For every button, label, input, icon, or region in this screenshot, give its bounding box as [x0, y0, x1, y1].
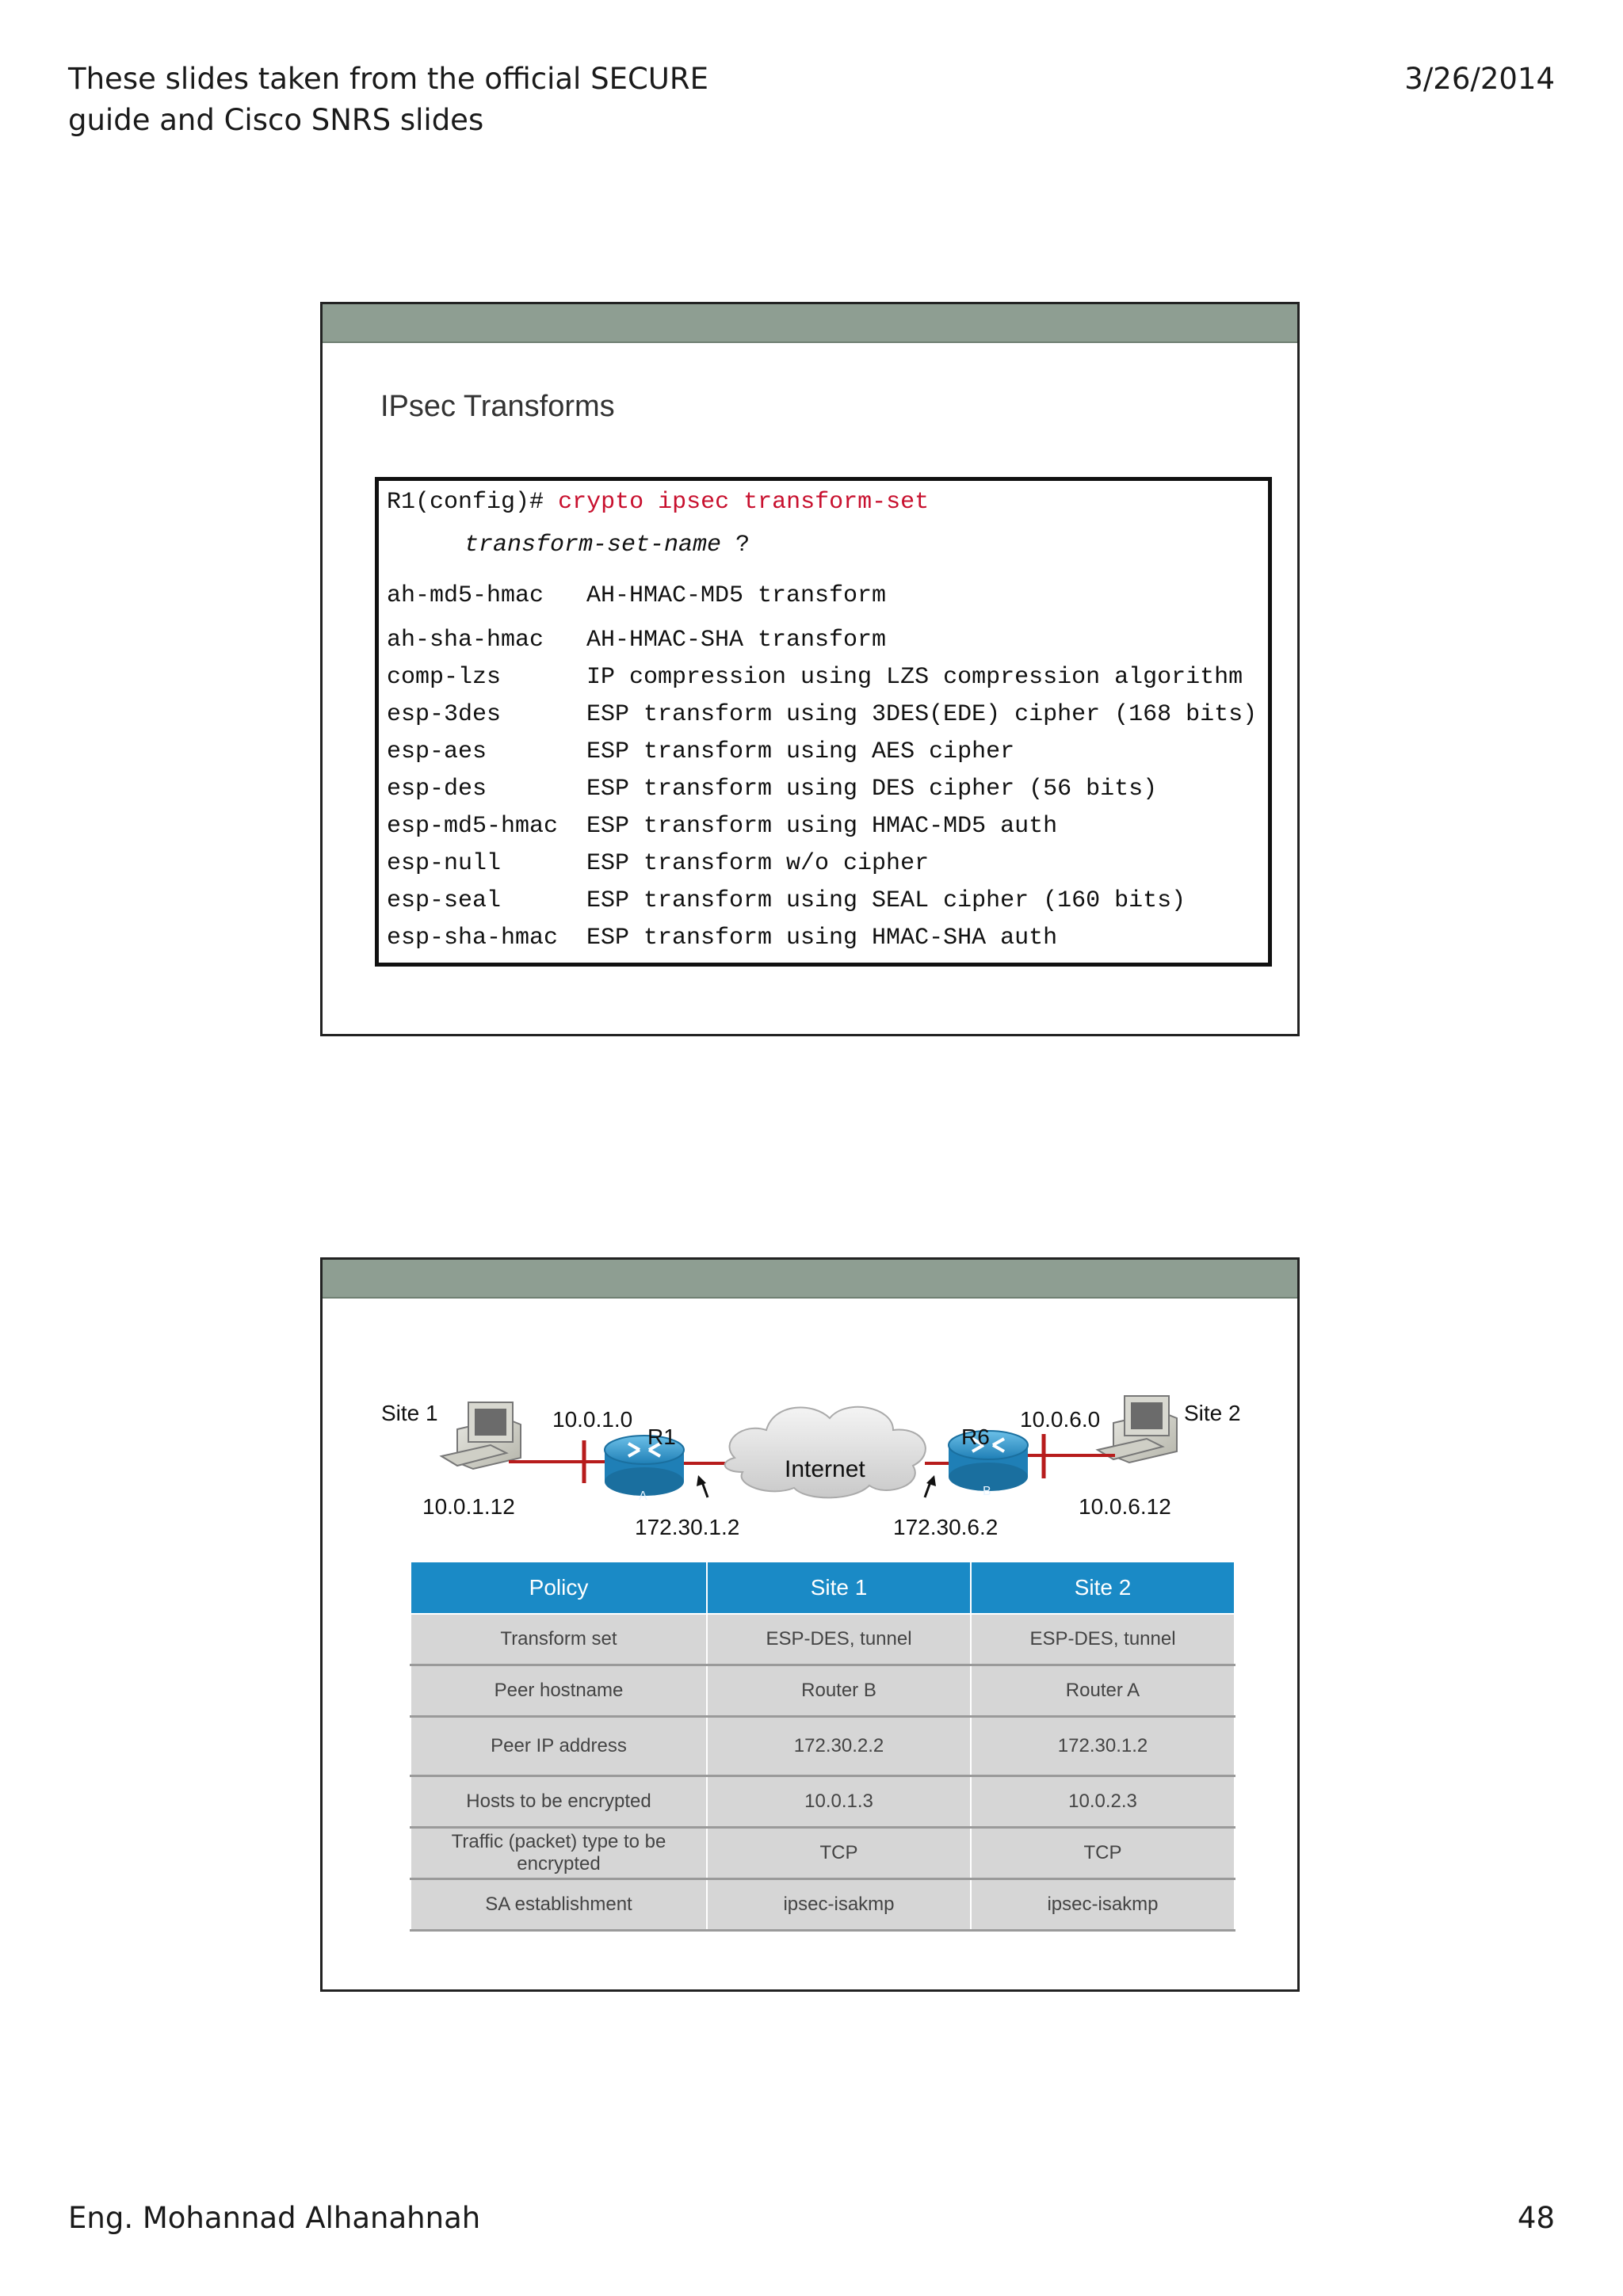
network-diagram: [323, 1260, 1302, 1577]
site1-cell: 172.30.2.2: [707, 1717, 971, 1776]
slide-network-policy: [320, 1257, 1300, 1992]
site2-label: Site 2: [1184, 1401, 1241, 1425]
slide-title: IPsec Transforms: [380, 390, 615, 423]
cli-option-description: ESP transform w/o cipher: [586, 850, 930, 877]
policy-cell: SA establishment: [411, 1879, 707, 1931]
site2-lan-link: [1028, 1434, 1115, 1478]
cli-option-description: IP compression using LZS compression algorithm: [586, 664, 1243, 691]
cli-option-description: AH-HMAC-SHA transform: [586, 627, 887, 654]
policy-cell: Peer IP address: [411, 1717, 707, 1776]
policy-cell: Peer hostname: [411, 1665, 707, 1717]
site2-network-label: 10.0.6.0: [1020, 1407, 1101, 1432]
site1-cell: ESP-DES, tunnel: [707, 1614, 971, 1665]
cli-option-name: esp-sha-hmac: [387, 925, 559, 952]
site1-cell: Router B: [707, 1665, 971, 1717]
header-site2: Site 2: [971, 1562, 1235, 1614]
site2-cell: ipsec-isakmp: [971, 1879, 1235, 1931]
cli-output-box: [375, 477, 1272, 967]
cli-option-description: ESP transform using DES cipher (56 bits): [586, 776, 1158, 803]
site1-pc-icon: [441, 1402, 521, 1469]
site2-cell: TCP: [971, 1828, 1235, 1879]
site1-cell: ipsec-isakmp: [707, 1879, 971, 1931]
site1-network-label: 10.0.1.0: [552, 1407, 633, 1432]
internet-label: Internet: [785, 1456, 865, 1482]
table-row: [411, 1776, 1235, 1828]
policy-cell: Transform set: [411, 1614, 707, 1665]
table-row: [411, 1879, 1235, 1931]
site2-cell: Router A: [971, 1665, 1235, 1717]
r1-wan-ip-label: 172.30.1.2: [635, 1515, 740, 1539]
cli-command-line: [387, 489, 929, 516]
header-site1: Site 1: [707, 1562, 971, 1614]
table-row: [411, 1828, 1235, 1879]
site1-host-label: 10.0.1.12: [422, 1494, 515, 1519]
router-b-letter: B: [983, 1485, 991, 1498]
r6-interface-arrow: [925, 1475, 936, 1497]
site1-cell: TCP: [707, 1828, 971, 1879]
r1-interface-arrow: [697, 1475, 708, 1497]
cli-option-name: esp-aes: [387, 738, 487, 765]
ipsec-policy-table: [410, 1561, 1235, 1932]
cli-prompt: R1(config)#: [387, 489, 544, 516]
cli-option-description: ESP transform using SEAL cipher (160 bits): [586, 887, 1186, 914]
page-number: 48: [1517, 2201, 1555, 2235]
table-row: [411, 1614, 1235, 1665]
router-r1-label: R1: [647, 1425, 676, 1449]
cli-option-description: ESP transform using 3DES(EDE) cipher (168 bits): [586, 701, 1258, 728]
router-a-letter: A: [639, 1489, 647, 1503]
cli-option-name: ah-md5-hmac: [387, 582, 544, 609]
cli-option-name: ah-sha-hmac: [387, 627, 544, 654]
cli-option-name: esp-3des: [387, 701, 502, 728]
cli-option-name: esp-null: [387, 850, 502, 877]
router-r6-label: R6: [961, 1425, 990, 1449]
page-footer-author: Eng. Mohannad Alhanahnah: [68, 2201, 481, 2235]
cli-argument-line: [464, 532, 750, 559]
header-policy: Policy: [411, 1562, 707, 1614]
page-date: 3/26/2014: [1404, 62, 1555, 96]
site2-host-label: 10.0.6.12: [1079, 1494, 1171, 1519]
page-header: [68, 59, 781, 141]
site1-cell: 10.0.1.3: [707, 1776, 971, 1828]
table-row: [411, 1665, 1235, 1717]
header-line-1: These slides taken from the official SECURE: [68, 62, 708, 96]
site2-cell: 172.30.1.2: [971, 1717, 1235, 1776]
site2-cell: 10.0.2.3: [971, 1776, 1235, 1828]
internet-cloud-icon: [725, 1407, 926, 1498]
policy-cell: Traffic (packet) type to be encrypted: [411, 1828, 707, 1879]
slide-title-bar: [323, 304, 1297, 343]
site2-pc-icon: [1098, 1396, 1177, 1463]
cli-option-name: esp-md5-hmac: [387, 813, 559, 840]
slide-ipsec-transforms: [320, 302, 1300, 1036]
cli-option-description: ESP transform using HMAC-SHA auth: [586, 925, 1058, 952]
cli-option-description: AH-HMAC-MD5 transform: [586, 582, 887, 609]
cli-option-name: esp-seal: [387, 887, 502, 914]
table-header-row: [411, 1562, 1235, 1614]
header-line-2: guide and Cisco SNRS slides: [68, 103, 484, 137]
cli-option-name: esp-des: [387, 776, 487, 803]
cli-help-mark: ?: [735, 532, 750, 559]
table-row: [411, 1717, 1235, 1776]
cli-option-description: ESP transform using HMAC-MD5 auth: [586, 813, 1058, 840]
site1-label: Site 1: [381, 1401, 438, 1425]
site2-cell: ESP-DES, tunnel: [971, 1614, 1235, 1665]
site1-lan-link: [509, 1440, 606, 1483]
network-diagram-graphic: [323, 1260, 1302, 1577]
cli-command: crypto ipsec transform-set: [558, 489, 930, 516]
cli-option-description: ESP transform using AES cipher: [586, 738, 1015, 765]
policy-cell: Hosts to be encrypted: [411, 1776, 707, 1828]
cli-argument: transform-set-name: [464, 532, 722, 559]
r6-wan-ip-label: 172.30.6.2: [893, 1515, 999, 1539]
cli-option-name: comp-lzs: [387, 664, 502, 691]
